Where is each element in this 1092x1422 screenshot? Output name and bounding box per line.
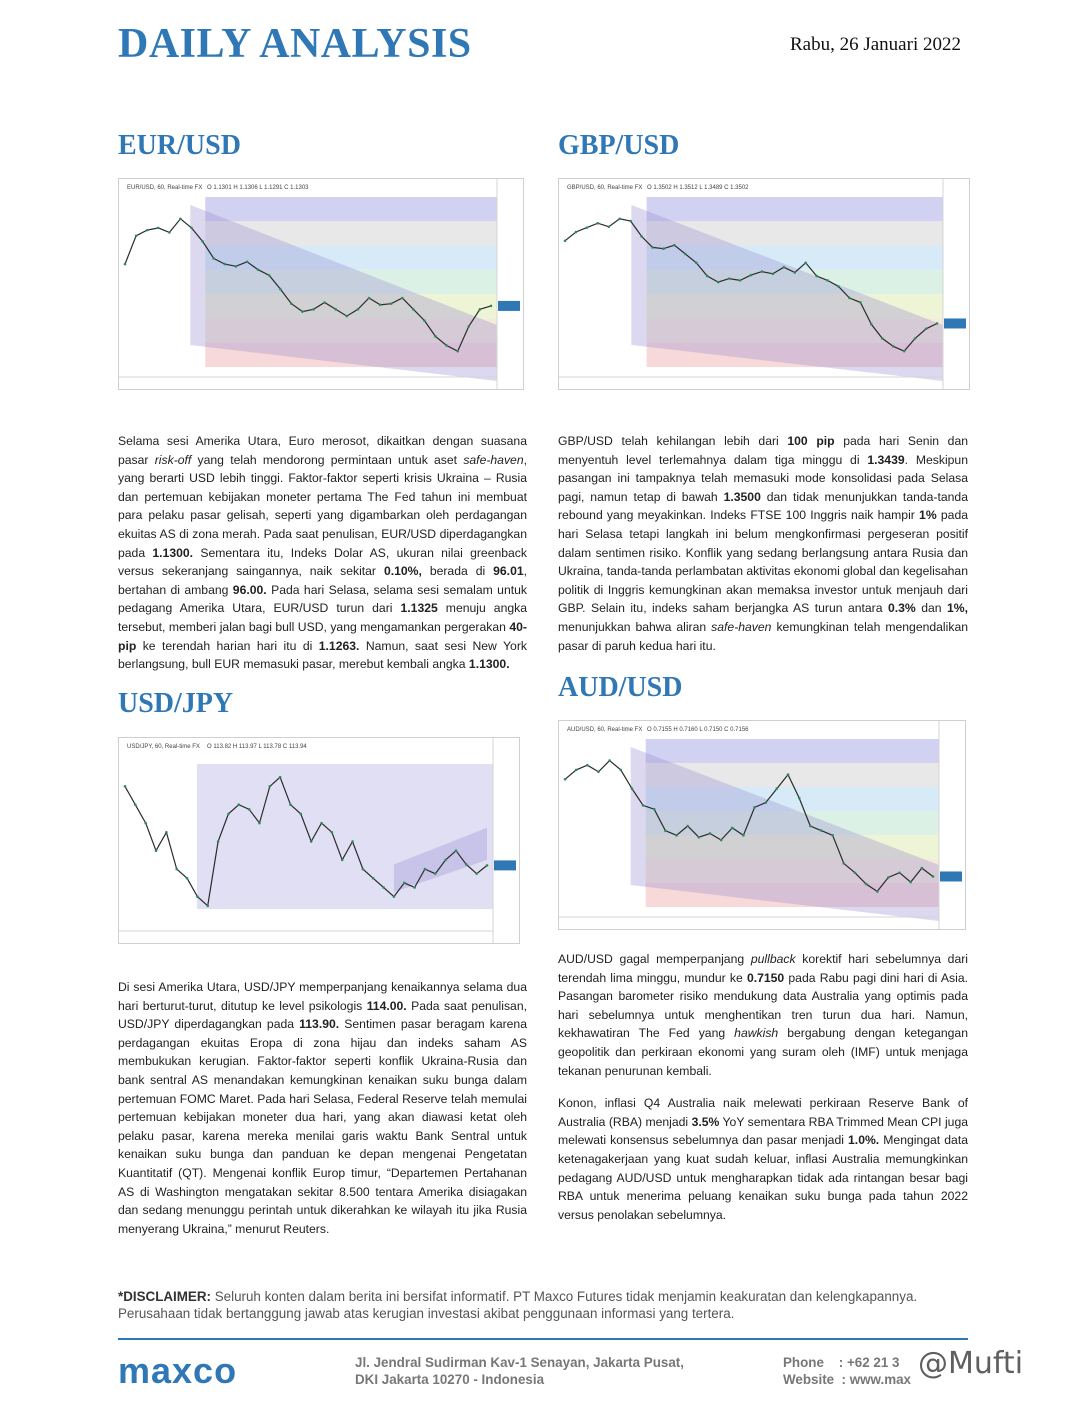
audusd-text-run: korektif hari sebelumnya dari terendah lima minggu, mundur ke [558, 952, 968, 985]
price-point [798, 797, 801, 800]
price-point [357, 308, 360, 311]
gbpusd-text-run: menunjukkan bahwa aliran [558, 619, 712, 634]
eurusd-text-run: 1.1300. [152, 545, 194, 560]
price-point [586, 764, 589, 767]
price-point [279, 288, 282, 291]
eurusd-chart-svg [119, 179, 523, 389]
eurusd-paragraph [118, 432, 527, 674]
usdjpy-chart-svg [119, 738, 519, 943]
disclaimer-label: *DISCLAIMER: [118, 1289, 211, 1304]
gbpusd-chart [558, 178, 970, 390]
eurusd-text-run: 0.10%, [383, 564, 422, 579]
price-point [310, 840, 313, 843]
price-point [575, 231, 578, 234]
price-point [640, 235, 643, 238]
price-point [190, 227, 193, 230]
price-point [870, 323, 873, 326]
price-point [936, 322, 939, 325]
price-point [887, 876, 890, 879]
price-point [413, 886, 416, 889]
price-point [168, 231, 171, 234]
audusd-chart [558, 720, 966, 930]
price-point [382, 886, 385, 889]
company-contact [783, 1354, 911, 1388]
price-point [186, 877, 189, 880]
price-point [776, 787, 779, 790]
last-price-marker [944, 318, 966, 328]
usdjpy-heading: USD/JPY [118, 688, 234, 719]
price-point [465, 863, 468, 866]
price-point [331, 831, 334, 834]
address-line-1: Jl. Jendral Sudirman Kav-1 Senayan, Jakarta Pusat, [355, 1355, 684, 1370]
price-point [653, 808, 656, 811]
price-point [201, 240, 204, 243]
price-point [475, 872, 478, 875]
price-point [155, 849, 158, 852]
chart-ohlc-readout: O 113.82 H 113.97 L 113.78 C 113.94 [207, 744, 307, 750]
price-point [362, 868, 365, 871]
price-point [642, 804, 645, 807]
price-point [486, 864, 489, 867]
usdjpy-text-run: Sentimen pasar beragam karena perdagangan ekuitas Eropa di zona hijau dan indeks saham AS membukukan kerugian. Faktor-faktor seperti konflik Ukraina-Rusia dan bank sentral AS menandakan kemungkinan kenaikan suku bunga dalam pertemuan FOMC Maret. Pada hari Selasa, Federal Reserve telah memulai pertemuan kebijakan moneter dua hari, yang akan diawasi ketat oleh pelaku pasar, karena mereka menilai garis waktu Bank Sentral untuk kenaikan suku bunga dan panduan ke depan mengenai Pengetatan Kuantitatif (QT). Mengenai konflik Europ timur, “Departemen Pertahanan AS di Washington mengatakan sekitar 8.500 tentara Amerika disiagakan dan sedang menunggu perintah untuk dikerahkan ke wilayah itu jika Rusia menyerang Ukraina,” menurut Reuters. [118, 1017, 527, 1236]
address-line-2: DKI Jakarta 10270 - Indonesia [355, 1372, 545, 1387]
price-point [618, 218, 621, 221]
price-point [787, 773, 790, 776]
chart-ohlc-readout: O 1.1301 H 1.1306 L 1.1291 C 1.1303 [207, 185, 309, 191]
price-point [351, 840, 354, 843]
price-point [597, 222, 600, 225]
usdjpy-chart [118, 737, 520, 944]
last-price-marker [498, 301, 520, 311]
price-point [445, 344, 448, 347]
gbpusd-text-run: GBP/USD telah kehilangan lebih dari [558, 434, 788, 448]
price-point [456, 350, 459, 353]
usdjpy-text-run: 114.00. [366, 998, 407, 1013]
price-point [772, 272, 775, 275]
price-point [434, 872, 437, 875]
price-point [165, 831, 168, 834]
disclaimer-text: Seluruh konten dalam berita ini bersifat informatif. PT Maxco Futures tidak menjamin keakuratan dan kelengkapannya. Perusahaan tidak bertanggung jawab atas kerugian investasi akibat penggunaan informasi yang tertera. [118, 1289, 918, 1321]
eurusd-text-run: 96.00. [232, 582, 267, 597]
eurusd-text-run: Selama sesi Amerika Utara, Euro merosot, dikaitkan dengan suasana pasar [118, 434, 527, 467]
eurusd-text-run: menuju angka tersebut, memberi jalan bagi bull USD, yang mengamankan pergerakan [118, 601, 527, 634]
price-point [815, 275, 818, 278]
gbpusd-text-run: dan [915, 601, 947, 616]
price-point [301, 310, 304, 313]
audusd-text-run: pada Rabu pagi dini hari di Asia. Pasangan barometer risiko mendukung data Australia yang optimis pada hari sebelumnya untuk menghentikan tren turun dua hari. Namun, kekhawatiran The Fed yang [558, 970, 968, 1041]
price-point [312, 308, 315, 311]
price-point [709, 832, 712, 835]
maxco-logo: maxco [118, 1350, 238, 1391]
price-axis [493, 738, 519, 943]
page-title: DAILY ANALYSIS [118, 21, 472, 67]
audusd-text-run: Mengingat data ketenagakerjaan yang kuat sudah keluar, inflasi Australia memungkinkan pedagang AUD/USD untuk mengharapkan tidak ada rintangan besar bagi RBA untuk menerima peluang kenaikan suku bunga pada tahun 2022 versus penolakan sebelumnya. [558, 1133, 968, 1222]
price-point [903, 350, 906, 353]
price-point [290, 302, 293, 305]
price-point [809, 825, 812, 828]
price-point [157, 227, 160, 230]
price-point [761, 270, 764, 273]
price-point [424, 868, 427, 871]
price-point [686, 825, 689, 828]
eurusd-text-run: 40-pip [118, 619, 527, 653]
price-point [607, 225, 610, 228]
gbpusd-text-run: pada hari Senin dan menyentuh level terlemahnya dalam tiga minggu di [558, 434, 968, 467]
gbpusd-text-run: safe-haven [711, 619, 772, 634]
last-price-marker [940, 871, 962, 881]
price-point [175, 868, 178, 871]
chart-ohlc-readout: O 1.3502 H 1.3512 L 1.3489 C 1.3502 [647, 185, 749, 191]
price-point [135, 234, 138, 237]
price-point [675, 834, 678, 837]
price-point [586, 226, 589, 229]
price-point [684, 253, 687, 256]
audusd-text-run: 1.0%. [848, 1133, 880, 1148]
eurusd-text-run: berada di [421, 564, 494, 579]
price-point [826, 279, 829, 282]
phone-line: Phone : +62 21 3 [783, 1355, 900, 1370]
price-point [898, 871, 901, 874]
range-box [197, 764, 493, 909]
audusd-paragraph [558, 1094, 968, 1224]
audusd-text-run: 3.5% [691, 1114, 720, 1129]
price-point [196, 895, 199, 898]
price-point [564, 240, 567, 243]
price-point [468, 325, 471, 328]
eurusd-text-run: yang telah mendorong permintaan untuk aset [191, 452, 464, 467]
chart-ohlc-readout: O 0.7155 H 0.7160 L 0.7150 C 0.7156 [647, 727, 749, 733]
audusd-chart-svg [559, 721, 965, 929]
price-point [134, 803, 137, 806]
price-point [235, 265, 238, 268]
price-point [455, 849, 458, 852]
price-point [379, 303, 382, 306]
price-point [269, 785, 272, 788]
price-point [925, 327, 928, 330]
price-point [742, 834, 745, 837]
gbpusd-chart-svg [559, 179, 969, 389]
price-point [793, 271, 796, 274]
price-point [268, 274, 271, 277]
price-point [179, 218, 182, 221]
price-point [881, 337, 884, 340]
audusd-text-run: bergabung dengan ketegangan geopolitik dan perkiraan ekonomi yang suram oleh (IMF) untuk menjaga tekanan penurunan kembali. [558, 1026, 968, 1078]
audusd-text-run: 0.7150 [746, 970, 785, 985]
price-point [698, 836, 701, 839]
eurusd-text-run: 1.1300. [468, 657, 510, 672]
price-point [831, 834, 834, 837]
price-point [224, 263, 227, 266]
gbpusd-heading: GBP/USD [558, 130, 680, 161]
price-point [575, 769, 578, 772]
price-point [434, 335, 437, 338]
eurusd-text-run: Sementara itu, Indeks Dolar AS, ukuran nilai greenback versus sekeranjang saingannya, naik sekitar [118, 545, 527, 579]
price-point [914, 337, 917, 340]
eurusd-text-run: , yang berarti USD lebih tinggi. Faktor-faktor seperti krisis Ukraina – Rusia dan pertemuan kebijakan moneter pertama The Fed tahun ini membuat para pelaku pasar gelisah, seperti yang digambarkan oleh perdagangan ekuitas AS di zona merah. Pada saat penulisan, EUR/USD diperdagangkan pada [118, 452, 528, 560]
gbpusd-text-run: pada hari Selasa tetapi langkah ini belum mengkonfirmasi pergeseran positif dalam sentimen risiko. Konflik yang sedang berlangsung antara Rusia dan Ukraina, tanda-tanda perlambatan aktivitas ekonomi global dan kegelisahan politik di Inggris kemungkinan akan memaksa investor untuk menjauh dari GBP. Selain itu, indeks saham berjangka AS turun antara [558, 508, 968, 616]
eurusd-text-run: , bertahan di ambang [118, 564, 528, 597]
chart-symbol-label: USD/JPY, 60, Real-time FX [127, 744, 200, 750]
price-point [728, 277, 731, 280]
price-point [248, 808, 251, 811]
audusd-analysis [558, 950, 968, 1224]
eurusd-text-run: Namun, saat sesi New York berlangsung, bull EUR memasuki pasar, merebut kembali angka [118, 638, 527, 672]
usdjpy-text-run: Pada saat penulisan, USD/JPY diperdagangkan pada [118, 998, 527, 1032]
price-point [206, 905, 209, 908]
watermark: @Mufti [918, 1346, 1024, 1381]
audusd-text-run: YoY sementara RBA Trimmed Mean CPI juga melewati konsensus sebelumnya dan pasar menjadi [558, 1114, 969, 1148]
price-point [257, 268, 260, 271]
eurusd-text-run: safe-haven [463, 452, 524, 467]
price-axis [943, 179, 969, 389]
fib-band [205, 197, 497, 221]
gbpusd-analysis [558, 432, 968, 655]
price-point [673, 244, 676, 247]
price-point [237, 803, 240, 806]
price-point [490, 305, 493, 308]
price-point [932, 875, 935, 878]
price-point [876, 890, 879, 893]
price-point [731, 827, 734, 830]
price-point [403, 882, 406, 885]
eurusd-text-run: ke terendah harian hari itu di [136, 638, 319, 653]
gbpusd-text-run: 1% [919, 508, 937, 523]
price-point [753, 806, 756, 809]
price-point [564, 778, 567, 781]
price-point [597, 770, 600, 773]
price-point [619, 769, 622, 772]
price-point [144, 822, 147, 825]
gbpusd-text-run: 1.3500 [723, 489, 761, 504]
audusd-text-run: Konon, inflasi Q4 Australia naik melewati perkiraan Reserve Bank of Australia (RBA) menjadi [558, 1096, 968, 1129]
gbpusd-text-run: kemungkinan telah mengendalikan pasar di paruh kedua hari itu. [558, 619, 968, 653]
usdjpy-paragraph [118, 978, 527, 1238]
footer-divider [118, 1338, 968, 1340]
audusd-heading: AUD/USD [558, 672, 683, 703]
price-point [217, 840, 220, 843]
website-line: Website : www.max [783, 1372, 911, 1387]
price-point [804, 261, 807, 264]
price-point [739, 279, 742, 282]
gbpusd-text-run: 100 pip [787, 434, 835, 448]
price-point [227, 813, 230, 816]
fib-band [647, 197, 943, 221]
audusd-text-run: pullback [750, 952, 796, 966]
eurusd-heading: EUR/USD [118, 130, 241, 161]
price-point [854, 871, 857, 874]
disclaimer [118, 1288, 968, 1322]
price-point [921, 867, 924, 870]
price-point [695, 261, 698, 264]
price-point [320, 822, 323, 825]
price-point [393, 895, 396, 898]
usdjpy-text-run: 113.90. [299, 1017, 340, 1032]
price-axis [939, 721, 965, 929]
gbpusd-text-run: . Meskipun pasangan ini tampaknya telah memasuki mode konsolidasi pada Selasa pagi, namun tetap di bawah [558, 452, 968, 504]
price-point [279, 776, 282, 779]
price-point [323, 301, 326, 304]
price-point [372, 877, 375, 880]
chart-symbol-label: GBP/USD, 60, Real-time FX [567, 185, 643, 191]
price-point [892, 345, 895, 348]
price-point [909, 881, 912, 884]
eurusd-chart [118, 178, 524, 390]
eurusd-text-run: 1.1263. [318, 638, 360, 653]
price-point [837, 285, 840, 288]
price-point [412, 308, 415, 311]
eurusd-text-run: risk-off [154, 452, 192, 467]
price-point [783, 266, 786, 269]
price-point [212, 257, 215, 260]
price-point [865, 883, 868, 886]
price-point [289, 803, 292, 806]
price-point [444, 859, 447, 862]
gbpusd-paragraph [558, 432, 968, 655]
price-point [334, 308, 337, 311]
gbpusd-text-run: 1.3439 [867, 452, 905, 467]
usdjpy-text-run: Di sesi Amerika Utara, USD/JPY memperpanjang kenaikannya selama dua hari berturut-turut, ditutup ke level psikologis [118, 980, 527, 1013]
price-point [479, 308, 482, 311]
gbpusd-text-run: dan tidak menunjukkan tanda-tanda rebound yang meyakinkan. Indeks FTSE 100 Inggris naik hampir [558, 489, 968, 523]
eurusd-analysis [118, 432, 527, 674]
price-point [390, 302, 393, 305]
last-price-marker [494, 860, 516, 870]
price-point [706, 275, 709, 278]
chart-symbol-label: AUD/USD, 60, Real-time FX [567, 727, 643, 733]
price-point [346, 315, 349, 318]
eurusd-text-run: 96.01 [493, 564, 524, 579]
audusd-text-run: AUD/USD gagal memperpanjang [558, 952, 751, 966]
eurusd-text-run: Pada hari Selasa, selama sesi semalam untuk pedagang Amerika Utara, EUR/USD turun dari [118, 582, 527, 616]
company-address [355, 1354, 684, 1388]
price-point [750, 274, 753, 277]
price-point [423, 319, 426, 322]
audusd-text-run: hawkish [734, 1026, 779, 1041]
gbpusd-text-run: 0.3% [887, 601, 916, 616]
price-point [631, 787, 634, 790]
eurusd-text-run: 1.1325 [400, 601, 438, 616]
usdjpy-analysis [118, 978, 527, 1238]
price-point [146, 229, 149, 232]
gbpusd-text-run: 1%, [947, 601, 969, 616]
price-point [258, 822, 261, 825]
price-point [717, 281, 720, 284]
price-point [124, 785, 127, 788]
report-date: Rabu, 26 Januari 2022 [790, 34, 961, 55]
price-point [651, 246, 654, 249]
price-point [401, 297, 404, 300]
price-point [629, 220, 632, 223]
price-point [664, 829, 667, 832]
price-point [842, 862, 845, 865]
price-point [608, 759, 611, 762]
price-point [820, 829, 823, 832]
price-axis [497, 179, 523, 389]
price-point [764, 801, 767, 804]
fib-band [646, 739, 939, 763]
price-point [341, 859, 344, 862]
price-point [124, 263, 127, 266]
price-point [720, 839, 723, 842]
chart-symbol-label: EUR/USD, 60, Real-time FX [127, 185, 203, 191]
price-point [368, 297, 371, 300]
audusd-paragraph [558, 950, 968, 1080]
price-point [246, 261, 249, 264]
price-point [662, 247, 665, 250]
price-point [859, 301, 862, 304]
price-point [300, 813, 303, 816]
price-point [848, 297, 851, 300]
